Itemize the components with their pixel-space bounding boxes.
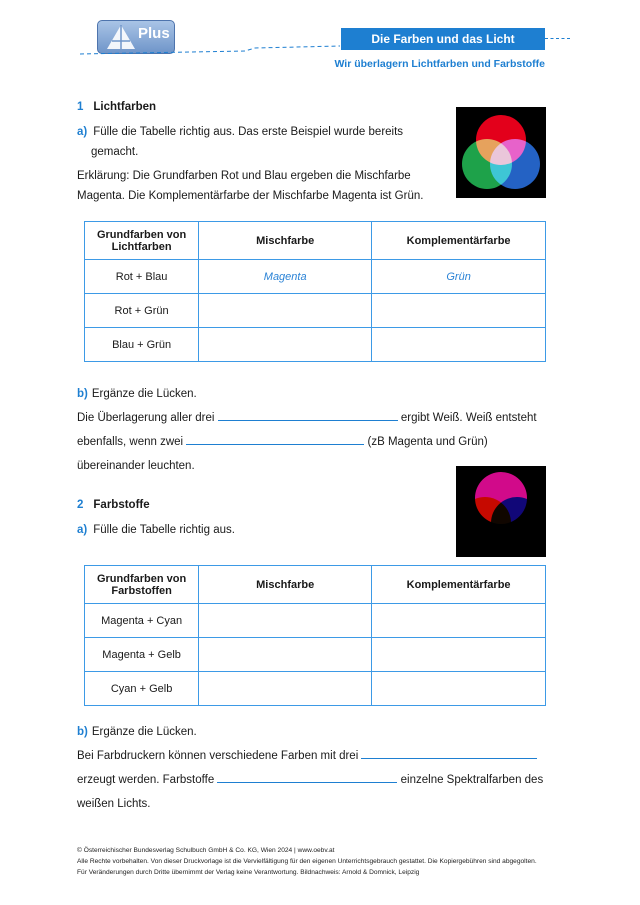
- explanation: [77, 166, 447, 206]
- task-2b-line1-start: Bei Farbdruckern können verschiedene Farben mit drei: [77, 750, 359, 762]
- table2-cell-mix[interactable]: [199, 638, 372, 672]
- table1-cell-mix[interactable]: [199, 294, 372, 328]
- task-1b-line1-end: ergibt Weiß. Weiß entsteht: [400, 412, 537, 424]
- table2-cell-base: Magenta + Gelb: [85, 638, 199, 672]
- task-1b-line2-start: ebenfalls, wenn zwei: [77, 436, 184, 448]
- page-subtitle: Wir überlagern Lichtfarben und Farbstoffe: [334, 58, 545, 70]
- task-1b-line2-end: (zB Magenta und Grün): [367, 436, 488, 448]
- task-2b-instruction: Ergänze die Lücken.: [91, 726, 197, 738]
- task-2b-label: b): [77, 726, 88, 738]
- table1-cell-complement[interactable]: [372, 294, 546, 328]
- section-1-title: Lichtfarben: [93, 101, 157, 113]
- section-1-heading: [77, 101, 156, 113]
- task-2b-line1: [77, 746, 537, 766]
- task-1b-line1: [77, 408, 537, 428]
- table-row: [85, 638, 546, 672]
- table2-cell-mix[interactable]: [199, 672, 372, 706]
- gap-input[interactable]: [217, 770, 397, 783]
- task-1b-line3: übereinander leuchten.: [77, 460, 195, 472]
- table2-cell-mix[interactable]: [199, 604, 372, 638]
- task-1b-label: b): [77, 388, 88, 400]
- gap-input[interactable]: [186, 432, 364, 445]
- table-row: [85, 328, 546, 362]
- explanation-line1: Erklärung: Die Grundfarben Rot und Blau ergeben die Mischfarbe: [77, 170, 411, 182]
- section-2-number: 2: [77, 499, 84, 511]
- table2-cell-complement[interactable]: [372, 638, 546, 672]
- page-title: Die Farben und das Licht: [341, 28, 545, 50]
- task-2a: [77, 520, 235, 540]
- table1-cell-complement[interactable]: Grün: [372, 260, 546, 294]
- table-lichtfarben: [84, 221, 546, 362]
- task-2b-line2-end: einzelne Spektralfarben des: [400, 774, 544, 786]
- table-row: [85, 604, 546, 638]
- logo-text: Plus: [138, 25, 170, 42]
- table2-cell-complement[interactable]: [372, 604, 546, 638]
- task-2a-text: Fülle die Tabelle richtig aus.: [93, 524, 235, 536]
- task-1a: [77, 122, 422, 162]
- task-1b-heading: [77, 384, 197, 404]
- task-1b-line2: [77, 432, 488, 452]
- table-row: [85, 294, 546, 328]
- task-2b-line2: [77, 770, 543, 790]
- table-row: [85, 260, 546, 294]
- header-dashed-line-right: [545, 38, 570, 39]
- table1-header-base: Grundfarben von Lichtfarben: [85, 222, 199, 260]
- additive-color-mixing-image: [456, 107, 546, 198]
- table2-cell-base: Magenta + Cyan: [85, 604, 199, 638]
- task-1a-text-line1: Fülle die Tabelle richtig aus. Das erste Beispiel wurde bereits: [93, 126, 404, 138]
- task-1b-instruction: Ergänze die Lücken.: [91, 388, 197, 400]
- explanation-line2: Magenta. Die Komplementärfarbe der Mischfarbe Magenta ist Grün.: [77, 190, 424, 202]
- table2-header-base: Grundfarben von Farbstoffen: [85, 566, 199, 604]
- task-2a-label: a): [77, 524, 88, 536]
- footer-rights: Alle Rechte vorbehalten. Von dieser Druckvorlage ist die Vervielfältigung für den eigenen Unterrichtsgebrauch gestattet. Die Kopiergebühren sind abgegolten.: [77, 858, 537, 865]
- footer-copyright: © Österreichischer Bundesverlag Schulbuch GmbH & Co. KG, Wien 2024 | www.oebv.at: [77, 847, 335, 854]
- table1-cell-mix[interactable]: [199, 328, 372, 362]
- header-dashed-line: [80, 38, 340, 58]
- section-2-title: Farbstoffe: [93, 499, 150, 511]
- task-1a-text-line2: gemacht.: [91, 146, 139, 158]
- table2-header-mix: Mischfarbe: [199, 566, 372, 604]
- table2-header-complement: Komplementärfarbe: [372, 566, 546, 604]
- table1-cell-base: Rot + Grün: [85, 294, 199, 328]
- task-1b-line1-start: Die Überlagerung aller drei: [77, 412, 215, 424]
- gap-input[interactable]: [361, 746, 537, 759]
- task-1a-label: a): [77, 126, 88, 138]
- table1-cell-base: Rot + Blau: [85, 260, 199, 294]
- subtractive-color-mixing-image: [456, 466, 546, 557]
- section-1-number: 1: [77, 101, 84, 113]
- section-2-heading: [77, 499, 150, 511]
- gap-input[interactable]: [218, 408, 398, 421]
- task-2b-line3: weißen Lichts.: [77, 798, 151, 810]
- table1-header-complement: Komplementärfarbe: [372, 222, 546, 260]
- table1-cell-mix[interactable]: Magenta: [199, 260, 372, 294]
- table1-cell-base: Blau + Grün: [85, 328, 199, 362]
- table2-cell-base: Cyan + Gelb: [85, 672, 199, 706]
- footer-disclaimer: Für Veränderungen durch Dritte übernimmt der Verlag keine Verantwortung. Bildnachweis: Arnold & Domnick, Leipzig: [77, 869, 420, 876]
- table2-cell-complement[interactable]: [372, 672, 546, 706]
- table-farbstoffe: [84, 565, 546, 706]
- table-row: [85, 672, 546, 706]
- table1-cell-complement[interactable]: [372, 328, 546, 362]
- task-2b-heading: [77, 722, 197, 742]
- task-2b-line2-start: erzeugt werden. Farbstoffe: [77, 774, 215, 786]
- footer: [77, 845, 537, 878]
- table1-header-mix: Mischfarbe: [199, 222, 372, 260]
